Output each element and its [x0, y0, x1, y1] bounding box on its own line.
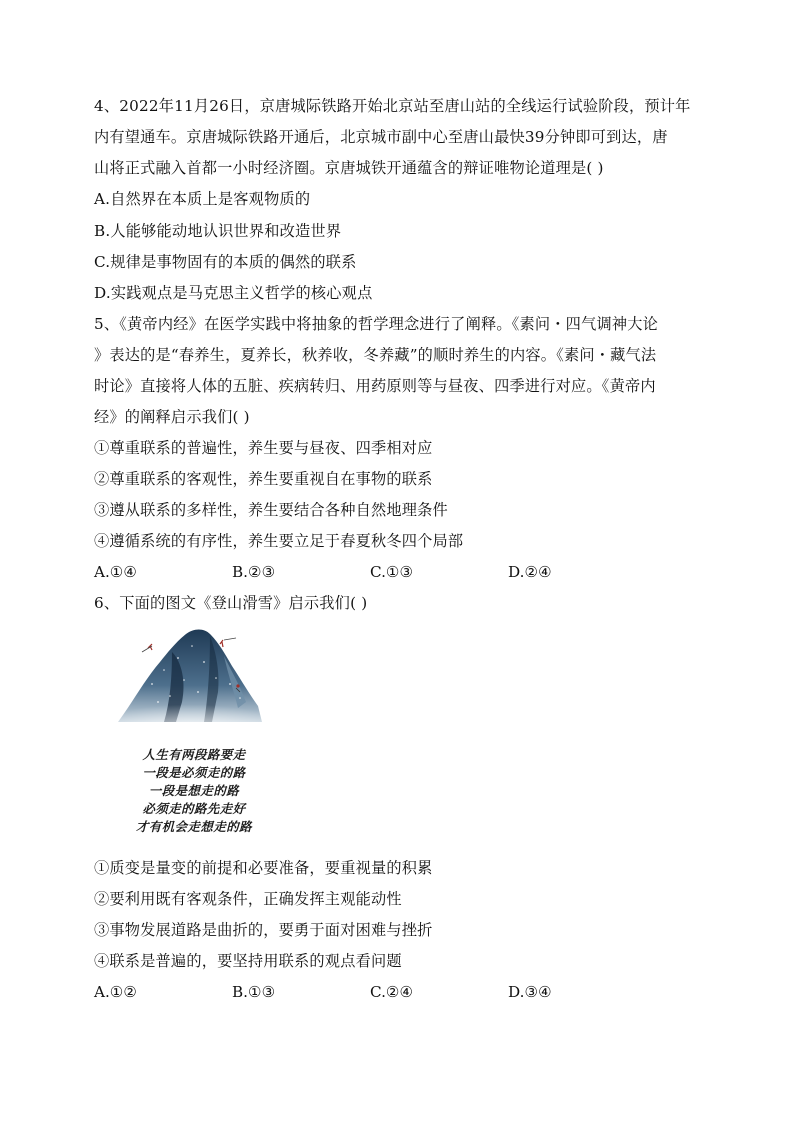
- q5-choice-c: C.①③: [370, 563, 414, 581]
- q5-choice-d: D.②④: [508, 563, 552, 581]
- q4-stem-line-1: 4、2022年11月26日，京唐城际铁路开始北京站至唐山站的全线运行试验阶段，预计年: [94, 97, 691, 115]
- q5-statement-1: ①尊重联系的普遍性，养生要与昼夜、四季相对应: [94, 439, 433, 457]
- q6-choice-d: D.③④: [508, 983, 552, 1001]
- q5-choice-b: B.②③: [232, 563, 276, 581]
- climbing-skiing-illustration: [112, 622, 268, 844]
- poem-line: 一段是想走的路: [148, 783, 240, 798]
- q6-choice-c: C.②④: [370, 983, 414, 1001]
- q6-stem: 6、下面的图文《登山滑雪》启示我们( ): [94, 594, 368, 612]
- q4-stem-line-2: 内有望通车。京唐城际铁路开通后，北京城市副中心至唐山最快39分钟即可到达，唐: [94, 128, 668, 146]
- poem-line: 人生有两段路要走: [142, 747, 246, 762]
- q5-choice-a: A.①④: [94, 563, 138, 581]
- poem-text: [124, 746, 264, 836]
- poem-line: 一段是必须走的路: [142, 765, 246, 780]
- q4-option-a: A.自然界在本质上是客观物质的: [94, 190, 311, 208]
- q5-statement-3: ③遵从联系的多样性，养生要结合各种自然地理条件: [94, 501, 448, 519]
- q4-stem-line-3: 山将正式融入首都一小时经济圈。京唐城铁开通蕴含的辩证唯物论道理是( ): [94, 159, 604, 177]
- poem-line: 才有机会走想走的路: [135, 819, 252, 834]
- poem-line: 必须走的路先走好: [142, 801, 246, 816]
- q5-stem-line-3: 时论》直接将人体的五脏、疾病转归、用药原则等与昼夜、四季进行对应。《黄帝内: [94, 377, 656, 395]
- q6-choice-b: B.①③: [232, 983, 276, 1001]
- q6-statement-1: ①质变是量变的前提和必要准备，要重视量的积累: [94, 859, 433, 877]
- q5-stem-line-2: 》表达的是“春养生，夏养长，秋养收，冬养藏”的顺时养生的内容。《素问・藏气法: [94, 346, 657, 364]
- q6-statement-4: ④联系是普遍的，要坚持用联系的观点看问题: [94, 952, 402, 970]
- q4-option-b: B.人能够能动地认识世界和改造世界: [94, 222, 342, 240]
- q6-choice-a: A.①②: [94, 983, 138, 1001]
- q6-choices: [94, 982, 714, 1002]
- q5-choices: [94, 562, 714, 582]
- q5-stem-line-4: 经》的阐释启示我们( ): [94, 408, 250, 426]
- q5-stem-line-1: 5、《黄帝内经》在医学实践中将抽象的哲学理念进行了阐释。《素问・四气调神大论: [94, 315, 659, 333]
- q5-statement-2: ②尊重联系的客观性，养生要重视自在事物的联系: [94, 470, 433, 488]
- q4-option-d: D.实践观点是马克思主义哲学的核心观点: [94, 284, 373, 302]
- q6-statement-2: ②要利用既有客观条件，正确发挥主观能动性: [94, 890, 402, 908]
- mountain-icon: [112, 622, 268, 734]
- q6-statement-3: ③事物发展道路是曲折的，要勇于面对困难与挫折: [94, 921, 433, 939]
- q4-option-c: C.规律是事物固有的本质的偶然的联系: [94, 253, 357, 271]
- q5-statement-4: ④遵循系统的有序性，养生要立足于春夏秋冬四个局部: [94, 532, 464, 550]
